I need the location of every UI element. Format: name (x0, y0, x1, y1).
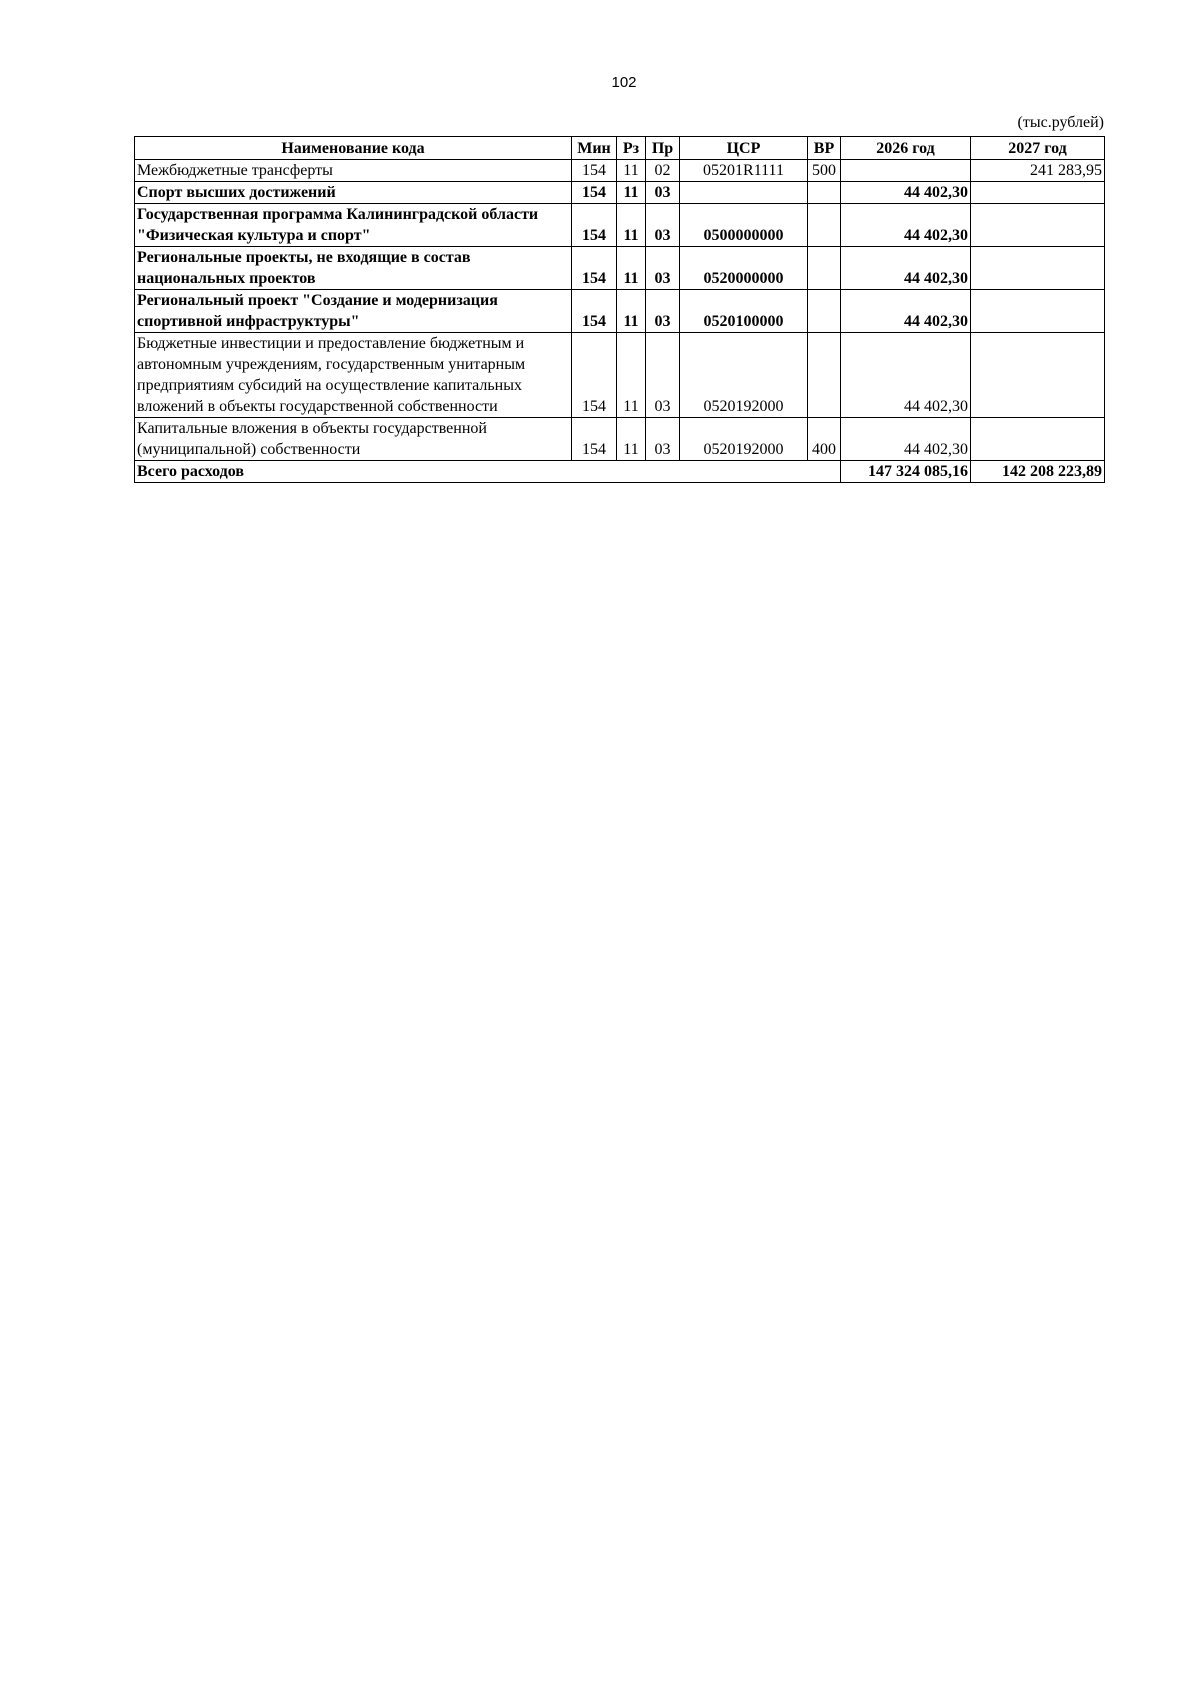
cell-csr (680, 182, 808, 204)
cell-min: 154 (572, 290, 617, 333)
cell-2026 (841, 160, 971, 182)
header-name: Наименование кода (135, 137, 572, 160)
header-pr: Пр (646, 137, 680, 160)
total-2027: 142 208 223,89 (971, 461, 1105, 483)
header-min: Мин (572, 137, 617, 160)
cell-min: 154 (572, 160, 617, 182)
header-rz: Рз (617, 137, 646, 160)
units-label: (тыс.рублей) (1017, 114, 1104, 131)
cell-2027 (971, 182, 1105, 204)
cell-pr: 03 (646, 247, 680, 290)
cell-name: Бюджетные инвестиции и предоставление бюджетным и автономным учреждениям, государственным унитарным предприятиям субсидий на осуществление капитальных вложений в объекты государственной собственности (135, 333, 572, 418)
cell-name: Капитальные вложения в объекты государственной (муниципальной) собственности (135, 418, 572, 461)
cell-min: 154 (572, 204, 617, 247)
table-row (135, 160, 1105, 182)
cell-pr: 03 (646, 290, 680, 333)
cell-csr: 0520192000 (680, 333, 808, 418)
cell-2027 (971, 290, 1105, 333)
cell-vr (808, 290, 841, 333)
cell-vr (808, 204, 841, 247)
cell-2027 (971, 247, 1105, 290)
cell-csr: 0520192000 (680, 418, 808, 461)
total-label: Всего расходов (135, 461, 841, 483)
table-row (135, 418, 1105, 461)
cell-vr (808, 182, 841, 204)
total-2026: 147 324 085,16 (841, 461, 971, 483)
cell-vr: 500 (808, 160, 841, 182)
cell-2027 (971, 204, 1105, 247)
cell-rz: 11 (617, 333, 646, 418)
cell-min: 154 (572, 247, 617, 290)
cell-csr: 0500000000 (680, 204, 808, 247)
page-number: 102 (611, 74, 637, 91)
cell-csr: 0520000000 (680, 247, 808, 290)
cell-name: Межбюджетные трансферты (135, 160, 572, 182)
header-vr: ВР (808, 137, 841, 160)
budget-table (134, 136, 1105, 483)
cell-2026: 44 402,30 (841, 204, 971, 247)
cell-rz: 11 (617, 182, 646, 204)
cell-rz: 11 (617, 290, 646, 333)
cell-min: 154 (572, 333, 617, 418)
cell-vr: 400 (808, 418, 841, 461)
cell-2026: 44 402,30 (841, 247, 971, 290)
cell-2026: 44 402,30 (841, 333, 971, 418)
cell-csr: 0520100000 (680, 290, 808, 333)
cell-2026: 44 402,30 (841, 290, 971, 333)
cell-name: Региональные проекты, не входящие в состав национальных проектов (135, 247, 572, 290)
cell-rz: 11 (617, 204, 646, 247)
cell-pr: 03 (646, 418, 680, 461)
table-row (135, 204, 1105, 247)
cell-2026: 44 402,30 (841, 418, 971, 461)
cell-pr: 02 (646, 160, 680, 182)
cell-2027: 241 283,95 (971, 160, 1105, 182)
cell-pr: 03 (646, 204, 680, 247)
cell-vr (808, 247, 841, 290)
table-header-row (135, 137, 1105, 160)
header-2027: 2027 год (971, 137, 1105, 160)
cell-2027 (971, 333, 1105, 418)
cell-vr (808, 333, 841, 418)
cell-rz: 11 (617, 247, 646, 290)
cell-csr: 05201R1111 (680, 160, 808, 182)
cell-2027 (971, 418, 1105, 461)
cell-pr: 03 (646, 182, 680, 204)
cell-rz: 11 (617, 418, 646, 461)
table-row (135, 333, 1105, 418)
cell-pr: 03 (646, 333, 680, 418)
cell-min: 154 (572, 182, 617, 204)
cell-rz: 11 (617, 160, 646, 182)
header-csr: ЦСР (680, 137, 808, 160)
table-row (135, 247, 1105, 290)
cell-name: Региональный проект "Создание и модернизация спортивной инфраструктуры" (135, 290, 572, 333)
header-2026: 2026 год (841, 137, 971, 160)
cell-name: Спорт высших достижений (135, 182, 572, 204)
cell-name: Государственная программа Калининградской области "Физическая культура и спорт" (135, 204, 572, 247)
cell-2026: 44 402,30 (841, 182, 971, 204)
cell-min: 154 (572, 418, 617, 461)
table-row (135, 182, 1105, 204)
total-row (135, 461, 1105, 483)
table-row (135, 290, 1105, 333)
